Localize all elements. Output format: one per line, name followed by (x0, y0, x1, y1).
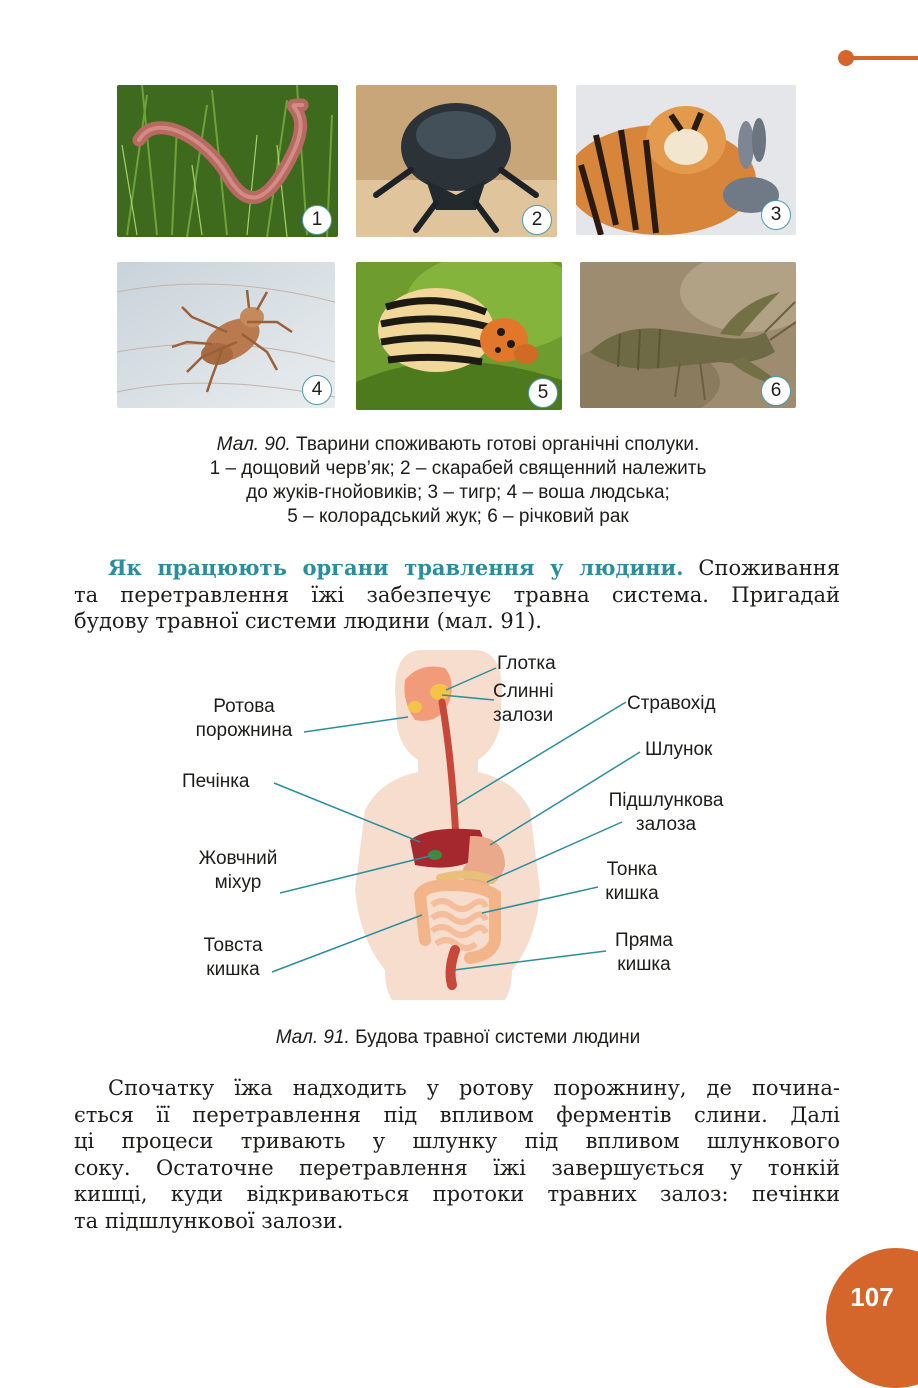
photo-number-badge: 3 (761, 200, 791, 230)
caption-text: Будова травної системи людини (349, 1027, 641, 1048)
text-line: та перетравлення їжі забезпечує травна система. Пригадай (74, 582, 840, 607)
label-salivary-glands: Слинні залози (493, 681, 554, 726)
caption-line: 5 – колорадський жук; 6 – річковий рак (287, 506, 629, 527)
gallbladder (428, 850, 442, 860)
text-line: ється її перетравлення під впливом ферментів слини. Далі (74, 1102, 840, 1127)
leader-line-mouth (304, 717, 408, 732)
text-line: Спочатку їжа надходить у ротову порожнину, де почина- (108, 1076, 840, 1100)
figure-91-caption (60, 1026, 856, 1050)
paragraph-digestion-intro (74, 555, 840, 635)
salivary-glands (430, 684, 450, 700)
caption-prefix: Мал. 90. (216, 434, 291, 455)
chapter-marker-icon (834, 48, 918, 68)
text-line: та підшлункової залози. (74, 1208, 344, 1233)
rectum (451, 950, 455, 985)
paragraph-digestion-process (74, 1075, 840, 1234)
caption-line: Тварини споживають готові органічні сполуки. (296, 434, 700, 455)
photo-number-badge: 5 (528, 378, 558, 408)
text-line: ці процеси тривають у шлунку під впливом шлункового (74, 1129, 840, 1153)
section-heading: Як працюють органи травлення у людини. (108, 555, 684, 580)
photo-number-badge: 6 (761, 376, 791, 406)
caption-prefix: Мал. 91. (275, 1027, 350, 1048)
figure-90-caption (60, 433, 856, 529)
caption-line: 1 – дощовий черв’як; 2 – скарабей священний належить (209, 458, 707, 479)
label-esophagus: Стравохід (627, 693, 716, 714)
photo-number-badge: 1 (302, 205, 332, 235)
label-stomach: Шлунок (645, 739, 713, 760)
label-pharynx: Глотка (497, 653, 556, 674)
digestive-system-diagram (0, 640, 918, 1010)
photo-number-badge: 2 (522, 205, 552, 235)
label-gallbladder: Жовчний міхур (198, 848, 278, 893)
label-liver: Печінка (182, 771, 250, 792)
label-small-intestine: Тонка кишка (605, 859, 659, 904)
label-large-intestine: Товста кишка (203, 935, 263, 980)
page-number-tab (826, 1248, 918, 1388)
label-pancreas: Підшлункова залоза (608, 790, 724, 835)
text-line: будову травної системи людини (мал. 91). (74, 609, 542, 633)
text-run: Споживання (683, 556, 840, 580)
text-line: соку. Остаточне перетравлення їжі завершується у тонкій (74, 1155, 840, 1180)
caption-line: до жуків-гнойовиків; 3 – тигр; 4 – воша людська; (246, 482, 670, 503)
text-line: кишці, куди відкриваються протоки травних залоз: печінки (74, 1182, 840, 1206)
label-oral-cavity: Ротова порожнина (195, 696, 293, 741)
label-rectum: Пряма кишка (615, 930, 673, 975)
photo-number-badge: 4 (302, 375, 332, 405)
page-number: 107 (850, 1282, 894, 1312)
